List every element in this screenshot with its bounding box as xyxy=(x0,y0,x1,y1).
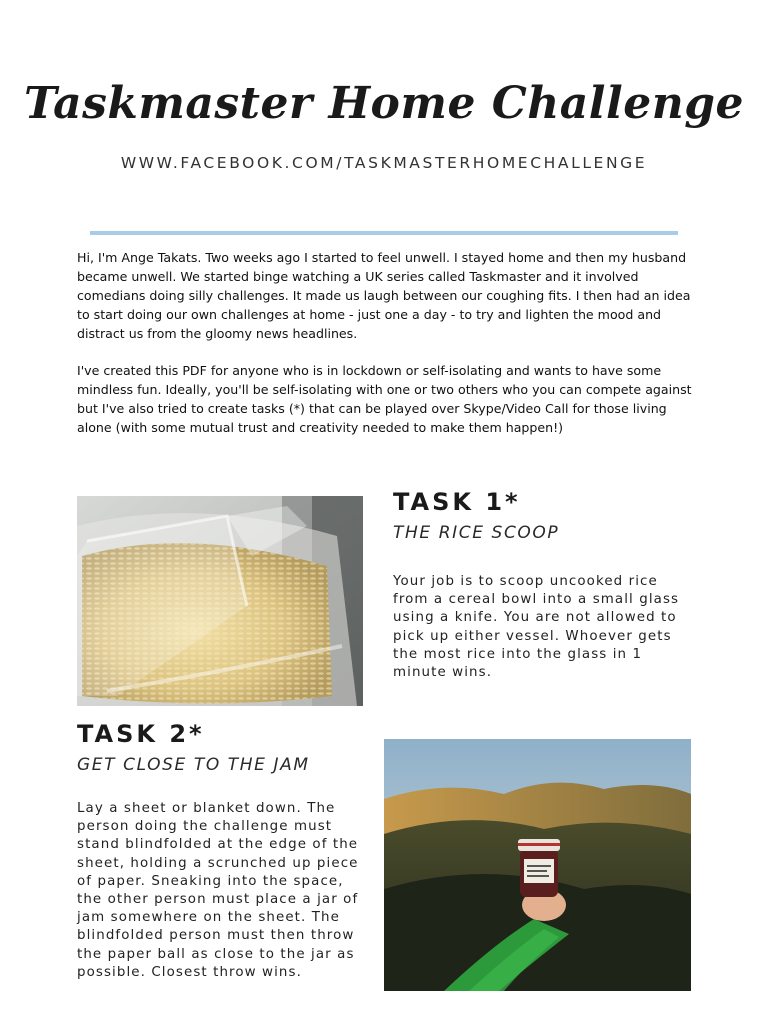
jam-jar-photo xyxy=(384,739,691,991)
intro-paragraph-2: I've created this PDF for anyone who is in lockdown or self-isolating and wants to have some mindless fun. Ideally, you'll be self-isolating with one or two others who you can compete against but I've also tried to create tasks (*) that can be played over Skype/Video Call for those living alone (with some mutual trust and creativity needed to make them happen!) xyxy=(77,363,692,435)
rice-scoop-photo xyxy=(77,496,363,706)
task-1-subtitle: THE RICE SCOOP xyxy=(393,523,560,543)
task-2-heading: TASK 2* xyxy=(77,720,205,748)
task-1-description: Your job is to scoop uncooked rice from a cereal bowl into a small glass using a knife. You are not allowed to pick up either vessel. Whoever gets the most rice into the glass in 1 minute wins. xyxy=(393,574,680,681)
task-2-description: Lay a sheet or blanket down. The person doing the challenge must stand blindfolded at the edge of the sheet, holding a scrunched up piece of paper. Sneaking into the space, the other person must place a jar of jam somewhere on the sheet. The blindfolded person must then throw the paper ball as close to the jar as possible. Closest throw wins. xyxy=(77,801,359,980)
task-2-subtitle: GET CLOSE TO THE JAM xyxy=(77,755,310,775)
rice-scoop-image xyxy=(77,496,363,706)
task-1-heading: TASK 1* xyxy=(393,488,521,516)
jam-jar-image xyxy=(384,739,691,991)
divider xyxy=(90,231,678,235)
intro-paragraph-1: Hi, I'm Ange Takats. Two weeks ago I started to feel unwell. I stayed home and then my husband became unwell. We started binge watching a UK series called Taskmaster and it involved comedians doing silly challenges. It made us laugh between our coughing fits. I then had an idea to start doing our own challenges at home - just one a day - to try and lighten the mood and distract us from the gloomy news headlines. xyxy=(77,250,691,341)
page-title: Taskmaster Home Challenge xyxy=(24,78,744,129)
facebook-url: WWW.FACEBOOK.COM/TASKMASTERHOMECHALLENGE xyxy=(120,154,648,172)
